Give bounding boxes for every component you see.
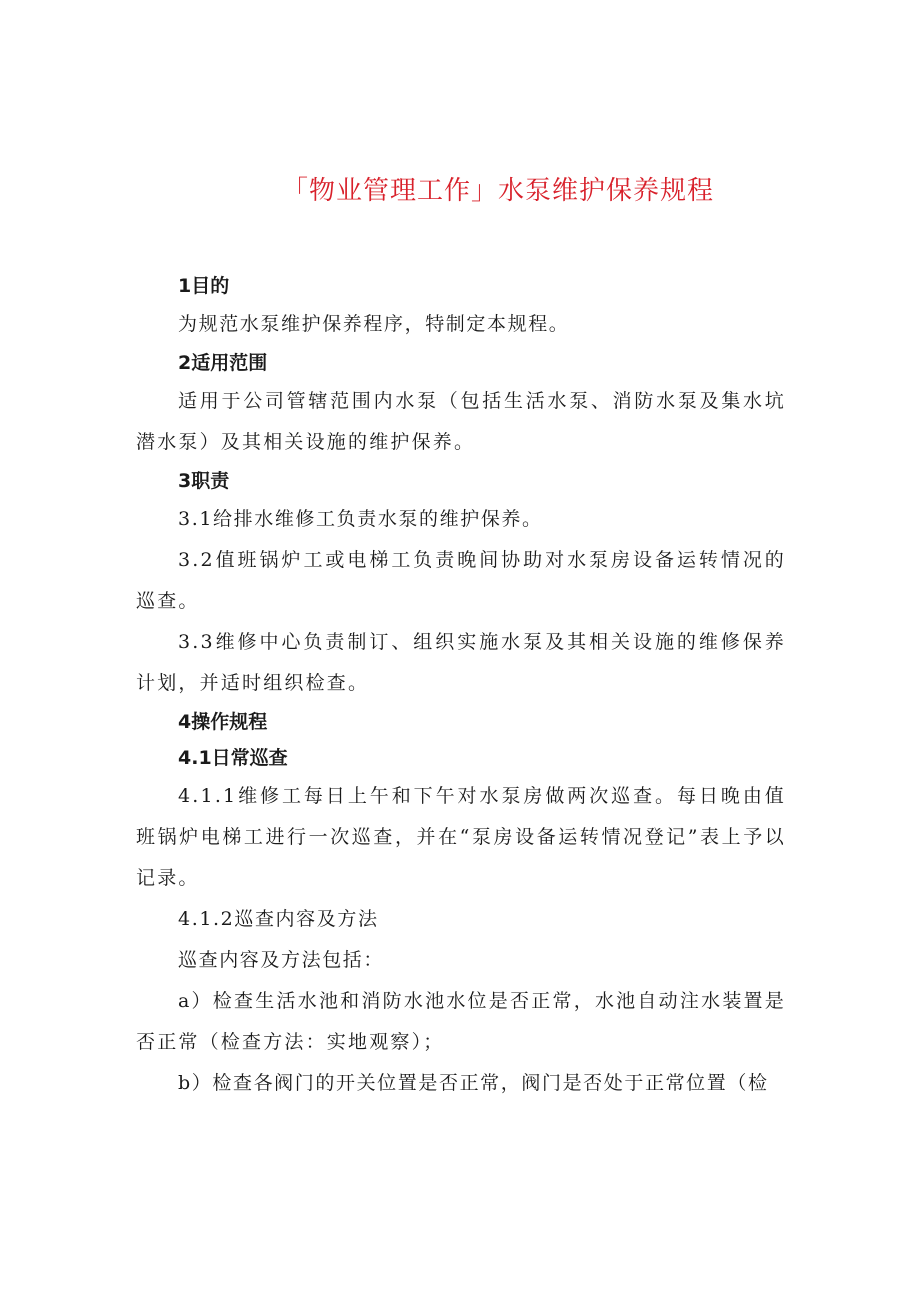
section-heading-responsibilities: 3职责 bbox=[178, 470, 230, 492]
document-body bbox=[136, 268, 786, 1104]
paragraph-resp-3-2: 3.2值班锅炉工或电梯工负责晚间协助对水泵房设备运转情况的巡查。 bbox=[136, 549, 786, 612]
paragraph-inspection-intro: 巡查内容及方法包括： bbox=[178, 949, 385, 971]
subsection-heading-daily-inspection: 4.1日常巡查 bbox=[178, 747, 288, 769]
list-item-a: a）检查生活水池和消防水池水位是否正常，水池自动注水装置是否正常（检查方法：实地观察）； bbox=[136, 990, 786, 1053]
paragraph-resp-3-1: 3.1给排水维修工负责水泵的维护保养。 bbox=[178, 508, 543, 530]
paragraph-resp-3-3: 3.3维修中心负责制订、组织实施水泵及其相关设施的维修保养计划，并适时组织检查。 bbox=[136, 631, 786, 694]
paragraph-4-1-1: 4.1.1维修工每日上午和下午对水泵房做两次巡查。每日晚由值班锅炉电梯工进行一次巡查，并在“泵房设备运转情况登记”表上予以记录。 bbox=[136, 785, 786, 889]
document-title: 「物业管理工作」水泵维护保养规程 bbox=[281, 176, 714, 206]
section-heading-purpose: 1目的 bbox=[178, 275, 230, 297]
section-heading-scope: 2适用范围 bbox=[178, 352, 268, 374]
paragraph-4-1-2: 4.1.2巡查内容及方法 bbox=[178, 908, 379, 930]
paragraph-purpose: 为规范水泵维护保养程序，特制定本规程。 bbox=[178, 313, 570, 335]
paragraph-scope: 适用于公司管辖范围内水泵（包括生活水泵、消防水泵及集水坑潜水泵）及其相关设施的维护保养。 bbox=[136, 390, 786, 453]
section-heading-procedure: 4操作规程 bbox=[178, 711, 268, 733]
list-item-b: b）检查各阀门的开关位置是否正常，阀门是否处于正常位置（检 bbox=[178, 1072, 769, 1094]
